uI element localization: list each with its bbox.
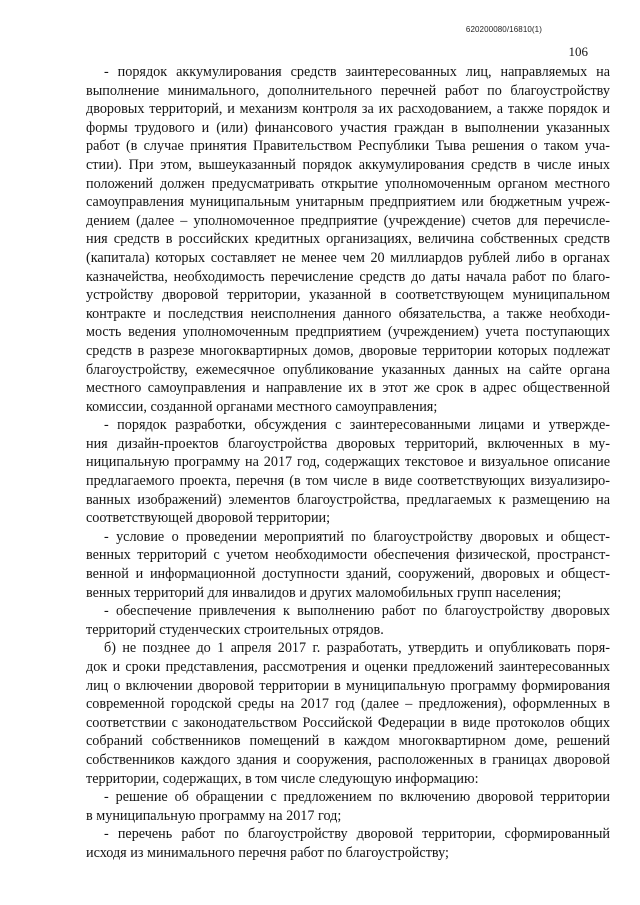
- text-line: в муниципальную программу на 2017 год;: [86, 807, 342, 824]
- text-line: лиц о включении дворовой территории в муниципальную программу формирования: [86, 677, 610, 694]
- text-line: венных территорий с учетом необходимости обеспечения физической, пространст-: [86, 547, 610, 564]
- text-line: формы трудового и (или) финансового участия граждан в выполнении указанных: [86, 119, 610, 136]
- text-line: территории, содержащих, в том числе следующую информацию:: [86, 770, 479, 787]
- text-line: территорий студенческих строительных отрядов.: [86, 621, 384, 638]
- text-line: предлагаемого проекта, перечня (в том числе в виде соответствующих визуализиро-: [86, 473, 610, 490]
- text-line: выполнение минимального, дополнительного перечней работ по благоустройству: [86, 82, 610, 99]
- text-line: венной и информационной доступности зданий, сооружений, дворовых и общест-: [86, 566, 610, 583]
- text-line: - решение об обращении с предложением по включению дворовой территории: [104, 789, 610, 806]
- text-line: - перечень работ по благоустройству дворовой территории, сформированный: [104, 826, 610, 843]
- text-line: исходя из минимального перечня работ по благоустройству;: [86, 844, 449, 861]
- text-line: б) не позднее до 1 апреля 2017 г. разработать, утвердить и опубликовать поря-: [104, 640, 610, 657]
- text-line: ниципальную программу на 2017 год, содержащих текстовое и визуальное описание: [86, 454, 610, 471]
- text-line: (капитала) которых составляет не менее чем 20 миллиардов рублей либо в органах: [86, 249, 610, 266]
- text-line: ния средств в российских кредитных организациях, величина собственных средств: [86, 231, 610, 248]
- text-line: собраний собственников помещений в каждом многоквартирном доме, решений: [86, 733, 610, 750]
- text-line: контракте и последствия неисполнения данного обязательства, а также необходи-: [86, 305, 610, 322]
- text-line: положений должен предусматривать открытие уполномоченным органом местного: [86, 175, 610, 192]
- text-line: ванных изображений) элементов благоустройства, предлагаемых к размещению на: [86, 491, 610, 508]
- text-line: местного самоуправления и направление их в этот же срок в адрес общественной: [86, 380, 610, 397]
- text-line: - обеспечение привлечения к выполнению работ по благоустройству дворовых: [104, 603, 610, 620]
- text-line: комиссии, созданной органами местного самоуправления;: [86, 398, 438, 415]
- text-line: ния дизайн-проектов благоустройства дворовых территорий, включенных в му-: [86, 435, 610, 452]
- text-line: устройству дворовой территории, указанной в соответствующем муниципальном: [86, 287, 610, 304]
- text-line: соответствующей дворовой территории;: [86, 510, 331, 527]
- text-line: благоустройству, ежемесячное опубликование указанных данных на сайте органа: [86, 361, 610, 378]
- text-line: средств в разрезе многоквартирных домов, дворовые территории которых подлежат: [86, 342, 610, 359]
- text-line: - порядок разработки, обсуждения с заинтересованными лицами и утвержде-: [104, 417, 610, 434]
- document-id: 620200080/16810(1): [465, 25, 542, 34]
- text-line: соответствии с законодательством Российской Федерации в виде протоколов общих: [86, 714, 610, 731]
- text-line: док и сроки представления, рассмотрения и оценки предложений заинтересованных: [86, 659, 610, 675]
- text-line: - условие о проведении мероприятий по благоустройству дворовых и общест-: [104, 528, 610, 545]
- text-line: собственников каждого здания и сооружения, расположенных в границах дворовой: [86, 751, 610, 768]
- page-number: 106: [568, 44, 588, 59]
- text-line: стии). При этом, вышеуказанный порядок аккумулирования средств в числе иных: [86, 156, 610, 173]
- text-line: - порядок аккумулирования средств заинтересованных лиц, направляемых на: [104, 64, 610, 80]
- text-line: дворовых территорий, и механизм контроля за их расходованием, а также порядок и: [86, 101, 610, 118]
- text-line: работ (в случае принятия Правительством Республики Тыва решения о таком уча-: [86, 138, 610, 155]
- text-line: мость ведения уполномоченным предприятием (учреждением) учета поступающих: [86, 324, 610, 341]
- document-body: [86, 63, 610, 863]
- text-line: современной городской среды на 2017 год (далее – предложения), оформленных в: [86, 696, 610, 713]
- text-line: венных территорий для инвалидов и других маломобильных групп населения;: [86, 584, 562, 601]
- text-line: дением (далее – уполномоченное предприятие (учреждение) счетов для перечисле-: [86, 212, 610, 229]
- text-line: казначейства, необходимость перечисление средств до даты начала работ по благо-: [86, 268, 610, 285]
- text-line: самоуправления муниципальным унитарным предприятием или бюджетным учреж-: [86, 194, 610, 211]
